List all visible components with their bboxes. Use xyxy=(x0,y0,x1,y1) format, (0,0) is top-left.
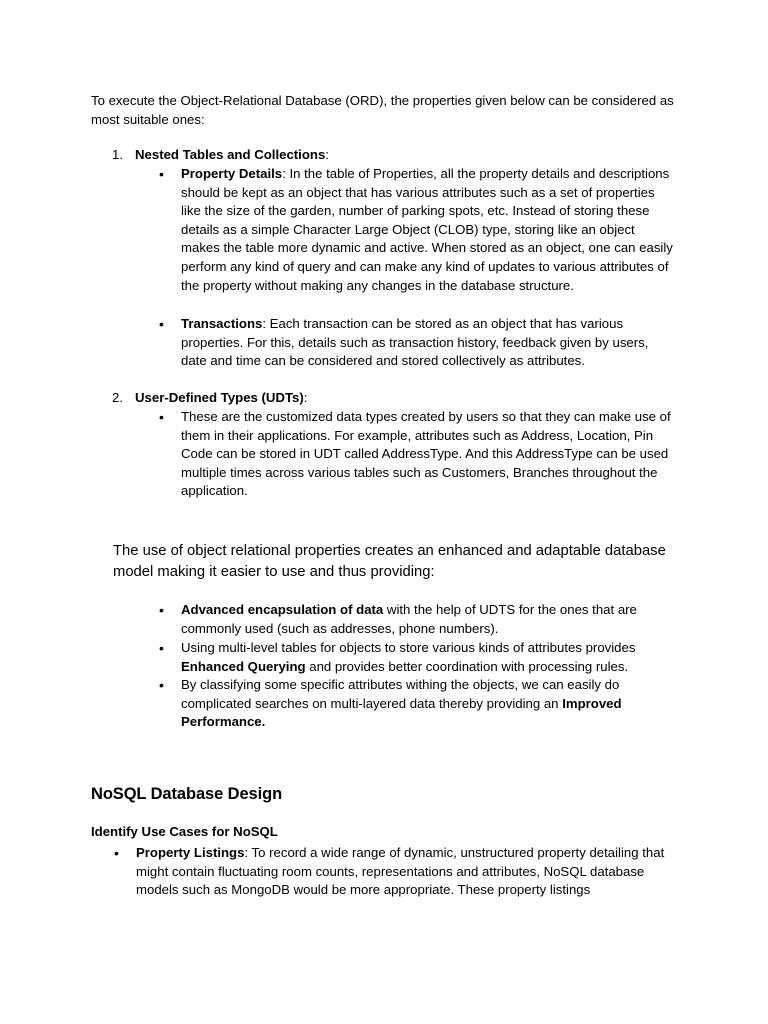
benefit-item-encapsulation xyxy=(159,601,676,638)
bullet-icon: • xyxy=(159,166,164,182)
section-1-heading xyxy=(135,146,329,165)
section-1-title: Nested Tables and Collections xyxy=(135,147,326,162)
subheading-use-cases: Identify Use Cases for NoSQL xyxy=(91,824,278,839)
bullet-text: : To record a wide range of dynamic, unstructured property detailing that might contain fluctuating room counts, representations and attributes, NoSQL database models such as MongoDB would be more appropriate. These property listings xyxy=(136,845,665,898)
bullet-icon: • xyxy=(114,845,119,861)
intro-paragraph: To execute the Object-Relational Database (ORD), the properties given below can be considered as most suitable ones: xyxy=(91,93,674,127)
benefit-text: Using multi-level tables for objects to store various kinds of attributes provides xyxy=(181,640,636,655)
section-2-title: User-Defined Types (UDTs) xyxy=(135,390,304,405)
bullet-udt-description xyxy=(159,408,676,501)
bullet-text: : In the table of Properties, all the property details and descriptions should be kept as an object that has various attributes such as a set of properties like the size of the garden, number of parking spots, etc. Instead of storing these details as a simple Character Large Object (CLOB) type, storing like an object makes the table more dynamic and active. When stored as an object, one can easily perform any kind of query and can make any kind of updates to various attributes of the property without making any changes in the database structure. xyxy=(181,166,673,293)
section-2-number: 2. xyxy=(112,390,123,405)
bullet-property-details xyxy=(159,165,676,295)
bullet-property-listings xyxy=(114,844,676,900)
bullet-bold-label: Transactions xyxy=(181,316,263,331)
benefit-item-querying xyxy=(159,639,676,676)
bullet-icon: • xyxy=(159,602,164,618)
bullet-transactions xyxy=(159,315,676,371)
bullet-bold-label: Property Listings xyxy=(136,845,245,860)
bullet-icon: • xyxy=(159,316,164,332)
benefit-text: By classifying some specific attributes withing the objects, we can easily do complicated searches on multi-layered data thereby providing an xyxy=(181,677,620,711)
summary-colon: : xyxy=(430,564,435,580)
benefit-text: with the help of UDTS for the ones that are commonly used (such as addresses, phone numbers). xyxy=(181,602,637,636)
bullet-icon: • xyxy=(159,409,164,425)
bullet-icon: • xyxy=(159,640,164,656)
bullet-icon: • xyxy=(159,677,164,693)
section-2-heading xyxy=(135,389,307,408)
bullet-text: : Each transaction can be stored as an object that has various properties. For this, details such as transaction history, feedback given by users, date and time can be considered and stored collectively as attributes. xyxy=(181,316,649,369)
section-1-colon: : xyxy=(325,147,329,162)
summary-paragraph xyxy=(113,541,693,583)
bullet-bold-label: Property Details xyxy=(181,166,283,181)
section-1-number: 1. xyxy=(112,147,123,162)
benefit-item-performance xyxy=(159,676,676,732)
summary-text: The use of object relational properties creates an enhanced and adaptable database model making it easier to use and thus providing xyxy=(113,543,666,580)
benefit-bold: Improved Performance. xyxy=(181,695,622,730)
section-heading-nosql: NoSQL Database Design xyxy=(91,785,283,803)
benefit-bold: Enhanced Querying xyxy=(181,658,306,674)
benefit-text: and provides better coordination with processing rules. xyxy=(305,658,629,674)
section-2-colon: : xyxy=(303,390,308,405)
bullet-text: These are the customized data types created by users so that they can make use of them in their applications. For example, attributes such as Address, Location, Pin Code can be stored in UDT called AddressType. And this AddressType can be used multiple times across various tables such as Customers, Branches throughout the application. xyxy=(181,409,671,499)
benefit-bold: Advanced encapsulation of data xyxy=(181,602,384,617)
